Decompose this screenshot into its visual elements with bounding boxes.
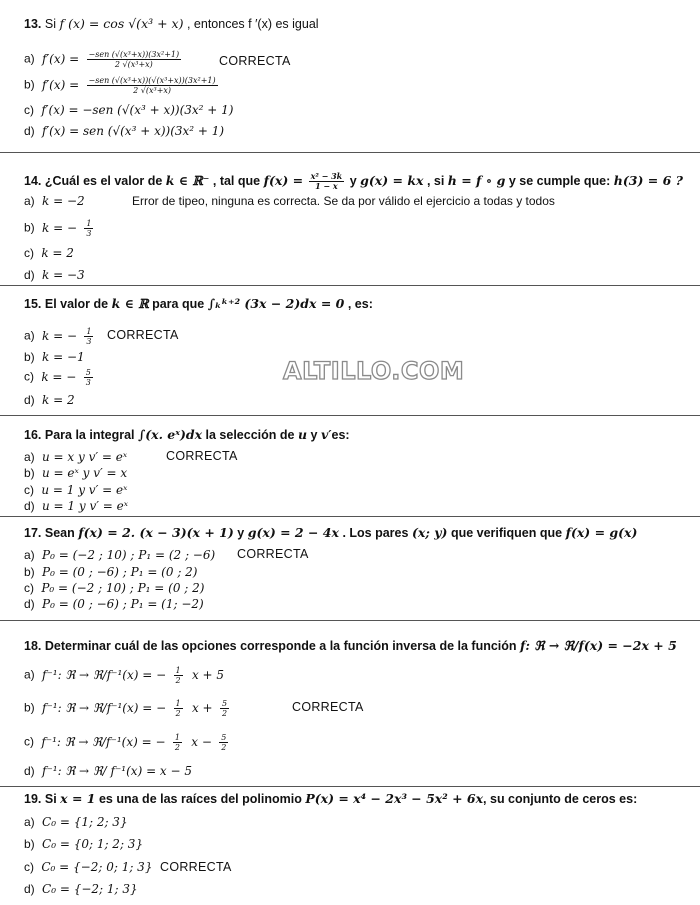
divider [0,516,700,517]
option-label: a) [24,328,35,343]
math-expression: ∫ₖᵏ⁺² (3x − 2)dx = 0 [207,296,345,311]
option-b [24,466,127,480]
divider [0,285,700,286]
option-c [24,368,95,387]
fraction [309,172,345,191]
option-expression: P₀ = (−2 ; 10) ; P₁ = (2 ; −6) [42,548,216,562]
option-label: d) [24,499,35,513]
fraction [220,699,229,718]
question-text: Determinar cuál de las opciones corresponde a la función inversa de la función [44,639,517,653]
question-14-title [24,172,683,191]
question-text: y [237,526,245,540]
math-expression: f(x) = g(x) [565,525,638,540]
question-16-title [24,427,350,442]
math-expression: (x; y) [411,525,448,540]
option-expression-tail: x + 5 [191,667,225,682]
fraction-denominator: 3 [86,337,92,346]
math-expression: f(x) = 2. (x − 3)(x + 1) [78,525,234,540]
question-text: Para la integral [44,428,135,442]
math-expression: k ∈ ℝ [111,296,149,311]
question-text: El valor de [44,297,109,311]
correct-tag: CORRECTA [292,700,364,714]
question-text: y [349,173,357,188]
option-a [24,194,85,208]
option-label: a) [24,194,35,208]
option-label: b) [24,350,35,364]
option-label: a) [24,815,35,829]
option-expression: C₀ = {0; 1; 2; 3} [42,837,144,851]
option-expression: C₀ = {−2; 0; 1; 3} [41,860,153,874]
option-label: c) [24,734,34,749]
option-expression: k = 2 [42,393,75,407]
option-expression: P₀ = (−2 ; 10) ; P₁ = (0 ; 2) [41,581,205,595]
question-text: , su conjunto de ceros es: [483,792,638,806]
option-expression: f⁻¹: ℜ → ℜ/ f⁻¹(x) = x − 5 [42,764,193,778]
math-expression: g(x) = kx [360,172,424,188]
option-label: a) [24,51,35,66]
option-expression: P₀ = (0 ; −6) ; P₁ = (1; −2) [42,597,204,611]
fraction-denominator: 3 [86,229,92,238]
math-expression: x = 1 [60,791,96,806]
option-label: b) [24,700,35,715]
question-text: y se cumple que: [508,173,611,188]
question-text: que verifiquen que [450,526,563,540]
question-13-title [24,16,319,31]
option-label: c) [24,369,34,384]
question-number: 15. [24,297,42,311]
fraction-numerator: x² − 3k [310,171,343,181]
option-c [24,103,233,117]
option-expression: k = −2 [42,194,85,208]
watermark-logo: ALTILLO.COM [283,357,465,385]
question-15-title [24,296,373,311]
math-expression: h(3) = 6 ? [613,172,683,188]
option-label: c) [24,246,34,260]
option-label: c) [24,581,34,595]
fraction [84,219,93,238]
fraction-numerator: 5 [221,733,227,742]
option-a [24,548,215,562]
fraction [84,327,93,346]
fraction [84,368,93,387]
math-expression: g(x) = 2 − 4x [247,525,339,540]
math-expression: f(x) = [263,172,304,188]
question-number: 13. [24,17,42,31]
fraction-denominator: 2 [175,676,181,685]
option-b [24,76,220,95]
option-label: c) [24,483,34,497]
option-expression: f⁻¹: ℜ → ℜ/f⁻¹(x) = − [42,667,167,682]
fraction-numerator: 1 [175,699,181,708]
option-label: d) [24,597,35,611]
fraction-denominator: 2 √(x³+x) [133,86,172,95]
fraction [174,666,183,685]
option-expression: f′(x) = −sen (√(x³ + x))(3x² + 1) [41,103,234,117]
correct-tag: CORRECTA [107,328,179,342]
question-number: 19. [24,792,42,806]
option-label: d) [24,268,35,282]
option-c [24,860,152,874]
option-a [24,666,224,685]
option-a [24,50,183,69]
question-text: Si [44,17,56,31]
option-expression: u = 1 y v′ = eˣ [42,499,129,513]
option-expression: k = − [42,220,78,235]
question-text: es una de las raíces del polinomio [98,792,302,806]
option-a [24,450,127,464]
divider [0,415,700,416]
fraction [87,76,218,95]
option-expression: k = − [41,369,77,384]
question-number: 14. [24,173,42,188]
option-expression: C₀ = {−2; 1; 3} [42,882,138,896]
option-expression: u = eˣ y v′ = x [42,466,128,480]
math-expression: k ∈ ℝ⁻ [165,172,210,188]
question-text: Sean [44,526,75,540]
option-label: d) [24,764,35,778]
question-text: , entonces f ′(x) es igual [186,17,319,31]
fraction-numerator: −sen (√(x³+x))(√(x³+x))(3x²+1) [88,76,216,85]
option-label: d) [24,124,35,138]
option-label: d) [24,393,35,407]
option-expression: f′(x) = sen (√(x³ + x))(3x² + 1) [42,124,225,138]
question-text: la selección de [205,428,295,442]
question-text: , es: [347,297,373,311]
option-label: b) [24,837,35,851]
question-number: 17. [24,526,42,540]
option-d [24,882,138,896]
option-b [24,350,85,364]
math-expression: f (x) = cos √(x³ + x) [59,16,184,31]
option-a [24,327,95,346]
fraction-denominator: 2 [221,743,227,752]
math-expression: ∫(x. eˣ)dx [137,427,203,442]
option-expression: k = −1 [42,350,85,364]
divider [0,620,700,621]
option-label: b) [24,466,35,480]
fraction-numerator: 5 [221,699,228,708]
teacher-note: Error de tipeo, ninguna es correcta. Se da por válido el ejercicio a todas y todos [132,194,555,208]
question-18-title [24,638,677,653]
option-expression: k = − [42,328,78,343]
correct-tag: CORRECTA [237,547,309,561]
option-label: b) [24,565,35,579]
fraction-denominator: 2 [175,709,181,718]
option-expression: f⁻¹: ℜ → ℜ/f⁻¹(x) = − [42,700,167,715]
question-text: ¿Cuál es el valor de [44,173,163,188]
fraction-denominator: 3 [85,378,91,387]
option-expression-tail: x − [191,734,212,749]
option-d [24,124,224,138]
option-label: a) [24,667,35,682]
question-number: 18. [24,639,42,653]
question-text: , tal que [212,173,261,188]
option-expression: f′(x) = [42,77,80,92]
fraction-numerator: 1 [86,219,92,228]
fraction-numerator: 5 [85,368,91,377]
option-expression: u = 1 y v′ = eˣ [41,483,128,497]
option-c [24,733,230,752]
fraction-denominator: 1 − x [315,181,338,191]
option-expression: P₀ = (0 ; −6) ; P₁ = (0 ; 2) [42,565,198,579]
correct-tag: CORRECTA [160,860,232,874]
fraction [219,733,228,752]
option-b [24,837,143,851]
option-expression: k = −3 [42,268,85,282]
option-c [24,581,204,595]
option-a [24,815,128,829]
option-label: b) [24,220,35,235]
option-b [24,565,198,579]
option-d [24,597,204,611]
option-d [24,764,192,778]
math-expression: P(x) = x⁴ − 2x³ − 5x² + 6x [305,791,484,806]
question-text: Si [44,792,57,806]
fraction-numerator: −sen (√(x³+x))(3x²+1) [88,50,180,59]
correct-tag: CORRECTA [219,54,291,68]
math-expression: h = f ∘ g [447,172,506,188]
divider [0,786,700,787]
question-19-title [24,791,637,806]
option-expression: f′(x) = [42,51,80,66]
option-label: d) [24,882,35,896]
option-d [24,499,128,513]
fraction-numerator: 1 [175,666,181,675]
question-text: para que [152,297,205,311]
option-d [24,393,75,407]
question-text: y [310,428,318,442]
option-expression: k = 2 [41,246,74,260]
option-expression: C₀ = {1; 2; 3} [42,815,128,829]
fraction [87,50,182,69]
fraction-numerator: 1 [174,733,180,742]
question-text: . Los pares [342,526,409,540]
option-expression: u = x y v′ = eˣ [42,450,128,464]
option-label: c) [24,860,34,874]
option-label: a) [24,450,35,464]
option-expression: f⁻¹: ℜ → ℜ/f⁻¹(x) = − [41,734,166,749]
question-text: , si [426,173,445,188]
divider [0,152,700,153]
question-17-title [24,525,637,540]
option-label: a) [24,548,35,562]
question-number: 16. [24,428,42,442]
fraction-denominator: 2 √(x³+x) [114,60,153,69]
fraction-denominator: 2 [174,743,180,752]
option-label: b) [24,77,35,92]
math-expression: f: ℜ → ℜ/f(x) = −2x + 5 [520,638,677,653]
option-label: c) [24,103,34,117]
fraction-numerator: 1 [86,327,92,336]
question-text: es: [331,428,350,442]
fraction-denominator: 2 [221,709,228,718]
option-d [24,268,85,282]
option-c [24,246,74,260]
fraction [174,699,183,718]
correct-tag: CORRECTA [166,449,238,463]
fraction [173,733,182,752]
option-b [24,219,95,238]
math-expression: u [297,427,308,442]
math-expression: v′ [320,427,332,442]
option-c [24,483,127,497]
option-b [24,699,231,718]
option-expression-tail: x + [191,700,213,715]
